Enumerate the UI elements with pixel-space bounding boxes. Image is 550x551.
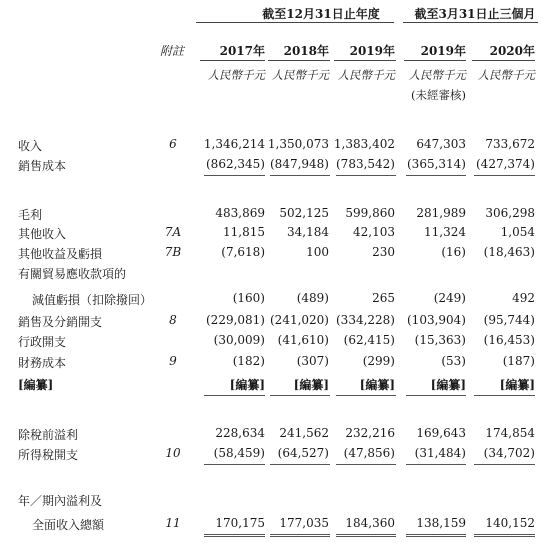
cell-2019-q1: 138,159: [416, 516, 466, 530]
cell-2019: 1,383,402: [333, 137, 395, 151]
total-rule-2017: [204, 534, 265, 537]
row-label: 銷售及分銷開支: [18, 315, 103, 329]
cell-2018: 241,562: [279, 426, 329, 440]
cell-2020-q1: (34,702): [483, 446, 535, 460]
cell-2020-q1: (16,453): [483, 333, 535, 347]
year-header-2017: 2017年: [219, 44, 265, 58]
table-row-impairment-heading: [0, 265, 550, 283]
cell-2020-q1: 174,854: [485, 426, 535, 440]
cell-2018: 34,184: [287, 225, 329, 239]
cell-2017: (160): [232, 291, 265, 305]
cell-2019-q1: 169,643: [416, 426, 466, 440]
cell-2017: (862,345): [206, 157, 265, 171]
group-header-year-underline: [196, 22, 394, 23]
cell-2019-q1: (15,363): [414, 333, 466, 347]
row-label: 銷售成本: [18, 159, 67, 173]
row-note: 7B: [164, 245, 182, 259]
total-rule-2019-q1: [406, 534, 466, 537]
cell-2019: 230: [372, 245, 395, 259]
cell-2017: (182): [232, 354, 265, 368]
cell-2018: 100: [306, 245, 329, 259]
cell-2019-q1: (365,314): [407, 157, 466, 171]
subtotal-rule-2019: [336, 464, 396, 465]
year-header-2019-q1: 2019年: [420, 44, 466, 58]
table-row-profit-heading: [0, 492, 550, 510]
cell-2018: (489): [296, 291, 329, 305]
row-note: 9: [169, 354, 177, 368]
cell-2019: (299): [362, 354, 395, 368]
cell-2019-q1: (16): [441, 245, 466, 259]
cell-2019-q1: (103,904): [407, 313, 466, 327]
cell-2019-q1: 11,324: [424, 225, 466, 239]
table-row-revenue: [0, 137, 550, 155]
total-rule-2019: [336, 534, 396, 537]
cell-2019: 184,360: [345, 516, 395, 530]
cell-2020-q1: (95,744): [483, 313, 535, 327]
row-label: 其他收入: [18, 227, 67, 241]
row-label: 其他收益及虧損: [18, 247, 103, 261]
cell-2017: (229,081): [206, 313, 265, 327]
subtotal-rule-2017: [204, 175, 265, 176]
cell-2019-q1: (31,484): [414, 446, 466, 460]
cell-2018: (64,527): [277, 446, 329, 460]
unit-label-2019-q1: 人民幣千元: [408, 68, 466, 82]
cell-2017: 11,815: [223, 225, 265, 239]
unit-label-2017: 人民幣千元: [207, 68, 265, 82]
cell-2020-q1: 733,672: [485, 137, 535, 151]
table-row-finance-costs: [0, 354, 550, 372]
subtotal-rule-2019-q1: [406, 464, 466, 465]
cell-2019: (47,856): [343, 446, 395, 460]
row-label: 所得稅開支: [18, 448, 79, 462]
cell-2020-q1: [編纂]: [499, 378, 535, 392]
cell-2019: [編纂]: [359, 378, 395, 392]
cell-2018: (241,020): [270, 313, 329, 327]
subtotal-rule-2020-q1: [474, 175, 535, 176]
subtotal-rule-2017: [204, 395, 265, 396]
cell-2017: (7,618): [221, 245, 265, 259]
row-note: 7A: [164, 225, 182, 239]
cell-2018: (307): [296, 354, 329, 368]
subtotal-rule-2020-q1: [474, 464, 535, 465]
year-header-2019: 2019年: [349, 44, 395, 58]
subtotal-rule-2019: [336, 395, 396, 396]
subtotal-rule-2018: [270, 175, 330, 176]
year-underline-2019: [334, 60, 396, 61]
subtotal-rule-2018: [270, 395, 330, 396]
table-row-gross-profit: [0, 206, 550, 224]
row-label: 毛利: [18, 208, 43, 222]
total-rule-2018: [270, 534, 330, 537]
total-rule-2020-q1: [474, 534, 535, 537]
cell-2019-q1: 281,989: [416, 206, 466, 220]
cell-2017: [編纂]: [229, 378, 265, 392]
row-label: 除稅前溢利: [18, 428, 79, 442]
cell-2020-q1: (18,463): [483, 245, 535, 259]
subtotal-rule-2019-q1: [406, 175, 466, 176]
cell-2020-q1: (427,374): [476, 157, 535, 171]
cell-2020-q1: 1,054: [500, 225, 535, 239]
cell-2019-q1: 647,303: [416, 137, 466, 151]
cell-2019: 265: [372, 291, 395, 305]
cell-2018: [編纂]: [293, 378, 329, 392]
group-header-quarter-underline: [403, 22, 538, 23]
year-header-2018: 2018年: [283, 44, 329, 58]
row-label: 財務成本: [18, 356, 67, 370]
table-row-income-tax: [0, 446, 550, 464]
cell-2020-q1: (187): [502, 354, 535, 368]
row-label: [編纂]: [18, 378, 54, 392]
cell-2017: 1,346,214: [203, 137, 265, 151]
table-row-selling-distribution: [0, 313, 550, 331]
cell-2018: (41,610): [277, 333, 329, 347]
table-row-administrative: [0, 333, 550, 351]
year-underline-2018: [268, 60, 330, 61]
unit-label-2019: 人民幣千元: [337, 68, 395, 82]
row-label: 全面收入總額: [32, 518, 105, 532]
cell-2019: 42,103: [353, 225, 395, 239]
row-label: 年／期內溢利及: [18, 494, 103, 508]
cell-2017: 483,869: [215, 206, 265, 220]
table-row-cost-of-sales: [0, 157, 550, 175]
subtotal-rule-2020-q1: [474, 395, 535, 396]
table-row-other-income: [0, 225, 550, 243]
row-label: 行政開支: [18, 335, 67, 349]
cell-2017: (30,009): [213, 333, 265, 347]
subtotal-rule-2017: [204, 464, 265, 465]
cell-2020-q1: 492: [512, 291, 535, 305]
group-header-three-months: 截至3月31日止三個月: [414, 7, 536, 21]
cell-2017: 228,634: [215, 426, 265, 440]
cell-2019: (62,415): [343, 333, 395, 347]
cell-2017: 170,175: [215, 516, 265, 530]
table-row-total-comprehensive-income: [0, 516, 550, 534]
row-note: 11: [165, 516, 181, 530]
unaudited-label: (未經審核): [411, 88, 466, 102]
year-underline-2020-q1: [472, 60, 535, 61]
row-note: 10: [165, 446, 181, 460]
cell-2020-q1: 140,152: [485, 516, 535, 530]
cell-2019: 232,216: [345, 426, 395, 440]
cell-2019-q1: (249): [433, 291, 466, 305]
cell-2019: (334,228): [336, 313, 395, 327]
cell-2019: (783,542): [336, 157, 395, 171]
row-label: 有關貿易應收款項的: [18, 267, 127, 281]
cell-2019-q1: (53): [441, 354, 466, 368]
year-header-2020-q1: 2020年: [489, 44, 535, 58]
cell-2018: (847,948): [270, 157, 329, 171]
row-label: 收入: [18, 139, 43, 153]
cell-2017: (58,459): [213, 446, 265, 460]
table-row-other-gains-losses: [0, 245, 550, 263]
cell-2019-q1: [編纂]: [430, 378, 466, 392]
row-label: 減值虧損（扣除撥回）: [32, 293, 153, 307]
year-underline-2017: [200, 60, 265, 61]
cell-2018: 502,125: [279, 206, 329, 220]
cell-2020-q1: 306,298: [485, 206, 535, 220]
row-note: 6: [169, 137, 177, 151]
unit-label-2018: 人民幣千元: [271, 68, 329, 82]
table-row-profit-before-tax: [0, 426, 550, 444]
note-column-header: 附註: [160, 44, 185, 58]
subtotal-rule-2019: [336, 175, 396, 176]
year-underline-2019-q1: [404, 60, 466, 61]
subtotal-rule-2018: [270, 464, 330, 465]
unit-label-2020-q1: 人民幣千元: [477, 68, 535, 82]
subtotal-rule-2019-q1: [406, 395, 466, 396]
cell-2019: 599,860: [345, 206, 395, 220]
table-row-impairment-losses: [0, 291, 550, 309]
group-header-year-ended: 截至12月31日止年度: [262, 7, 380, 21]
cell-2018: 177,035: [279, 516, 329, 530]
cell-2018: 1,350,073: [267, 137, 329, 151]
table-row-redacted: [0, 376, 550, 394]
row-note: 8: [169, 313, 177, 327]
